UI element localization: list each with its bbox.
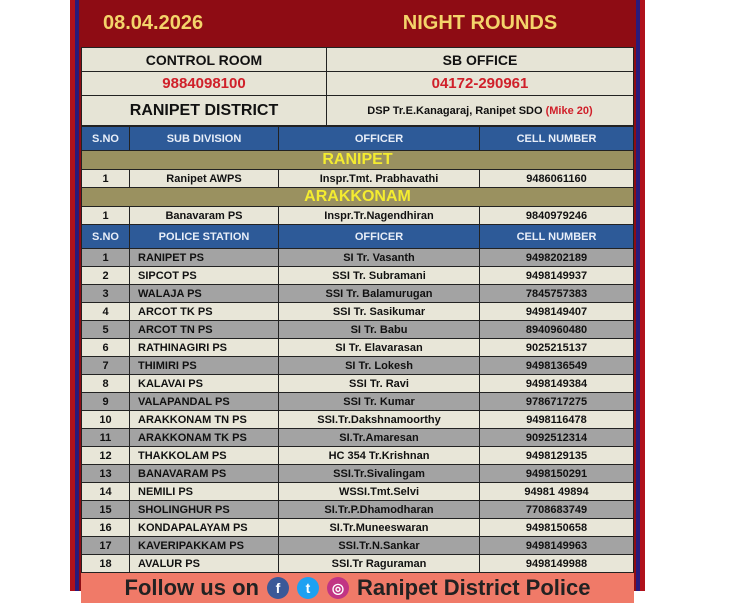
station: THIMIRI PS	[130, 357, 279, 375]
date: 08.04.2026	[103, 12, 204, 34]
sno: 8	[82, 375, 130, 393]
cell-number: 9092512314	[480, 429, 634, 447]
table-row	[82, 411, 634, 429]
sno: 16	[82, 519, 130, 537]
dsp-name: DSP Tr.E.Kanagaraj, Ranipet SDO	[367, 104, 543, 117]
officer: Inspr.Tmt. Prabhavathi	[279, 170, 480, 188]
dsp-info	[327, 96, 634, 126]
table-row	[82, 207, 634, 225]
officer: SI.Tr.P.Dhamodharan	[279, 501, 480, 519]
officer: SSI Tr. Sasikumar	[279, 303, 480, 321]
station: ARCOT TK PS	[130, 303, 279, 321]
table-row	[82, 375, 634, 393]
sno: 13	[82, 465, 130, 483]
station-header	[82, 225, 634, 249]
sno: 6	[82, 339, 130, 357]
officer: SI Tr. Elavarasan	[279, 339, 480, 357]
col-cell: CELL NUMBER	[480, 127, 634, 151]
col-sno: S.NO	[82, 127, 130, 151]
station: KALAVAI PS	[130, 375, 279, 393]
station: RATHINAGIRI PS	[130, 339, 279, 357]
officer: SSI Tr. Ravi	[279, 375, 480, 393]
sno: 12	[82, 447, 130, 465]
table-row	[82, 357, 634, 375]
cell-number: 9498149937	[480, 267, 634, 285]
officer: SSI Tr. Subramani	[279, 267, 480, 285]
officer: Inspr.Tr.Nagendhiran	[279, 207, 480, 225]
col-sno: S.NO	[82, 225, 130, 249]
cell-number: 9498116478	[480, 411, 634, 429]
station: ARCOT TN PS	[130, 321, 279, 339]
station: SIPCOT PS	[130, 267, 279, 285]
sno: 1	[82, 207, 130, 225]
cell-number: 94981 49894	[480, 483, 634, 501]
station: VALAPANDAL PS	[130, 393, 279, 411]
officer: SI Tr. Babu	[279, 321, 480, 339]
station: RANIPET PS	[130, 249, 279, 267]
sno: 1	[82, 170, 130, 188]
table-row	[82, 537, 634, 555]
cell-number: 9498149384	[480, 375, 634, 393]
table-row	[82, 393, 634, 411]
station: AVALUR PS	[130, 555, 279, 573]
facebook-icon[interactable]: f	[267, 577, 289, 599]
officer: SSI Tr. Balamurugan	[279, 285, 480, 303]
table-row	[82, 321, 634, 339]
station: THAKKOLAM PS	[130, 447, 279, 465]
rounds-table	[81, 126, 634, 573]
table-row	[82, 303, 634, 321]
cell-number: 9498150658	[480, 519, 634, 537]
sno: 17	[82, 537, 130, 555]
col-officer: OFFICER	[279, 225, 480, 249]
sno: 15	[82, 501, 130, 519]
sno: 1	[82, 249, 130, 267]
sno: 11	[82, 429, 130, 447]
col-officer: OFFICER	[279, 127, 480, 151]
unit: Ranipet AWPS	[130, 170, 279, 188]
cell-number: 9840979246	[480, 207, 634, 225]
twitter-icon[interactable]: t	[297, 577, 319, 599]
cell-number: 9498202189	[480, 249, 634, 267]
cell-number: 9498149963	[480, 537, 634, 555]
officer: SSI.Tr.Sivalingam	[279, 465, 480, 483]
officer: SI.Tr.Muneeswaran	[279, 519, 480, 537]
unit: Banavaram PS	[130, 207, 279, 225]
cell-number: 8940960480	[480, 321, 634, 339]
poster-title: NIGHT ROUNDS	[402, 12, 558, 34]
control-room-number: 9884098100	[82, 72, 327, 96]
table-row	[82, 267, 634, 285]
cell-number: 7708683749	[480, 501, 634, 519]
station: SHOLINGHUR PS	[130, 501, 279, 519]
officer: SSI Tr. Kumar	[279, 393, 480, 411]
control-room-label: CONTROL ROOM	[82, 48, 327, 72]
instagram-icon[interactable]: ◎	[327, 577, 349, 599]
cell-number: 9498136549	[480, 357, 634, 375]
sno: 2	[82, 267, 130, 285]
officer: WSSI.Tmt.Selvi	[279, 483, 480, 501]
sub-division-band	[82, 151, 634, 170]
officer: SSI.Tr.Dakshnamoorthy	[279, 411, 480, 429]
officer: HC 354 Tr.Krishnan	[279, 447, 480, 465]
night-rounds-poster	[70, 0, 645, 600]
follow-text: Follow us on	[124, 575, 259, 600]
cell-number: 7845757383	[480, 285, 634, 303]
sno: 18	[82, 555, 130, 573]
table-row	[82, 447, 634, 465]
table-row	[82, 465, 634, 483]
table-row	[82, 249, 634, 267]
station: BANAVARAM PS	[130, 465, 279, 483]
footer	[81, 573, 634, 603]
cell-number: 9486061160	[480, 170, 634, 188]
district-name: RANIPET DISTRICT	[82, 96, 327, 126]
officer: SI Tr. Lokesh	[279, 357, 480, 375]
table-row	[82, 501, 634, 519]
table-row	[82, 170, 634, 188]
sno: 7	[82, 357, 130, 375]
station: KONDAPALAYAM PS	[130, 519, 279, 537]
station: NEMILI PS	[130, 483, 279, 501]
sno: 14	[82, 483, 130, 501]
station: ARAKKONAM TK PS	[130, 429, 279, 447]
cell-number: 9498129135	[480, 447, 634, 465]
sub-division-name: RANIPET	[82, 151, 634, 170]
contacts-table	[81, 47, 634, 126]
sb-office-number: 04172-290961	[327, 72, 634, 96]
dsp-call-sign: (Mike 20)	[545, 104, 593, 117]
cell-number: 9786717275	[480, 393, 634, 411]
officer: SSI.Tr.N.Sankar	[279, 537, 480, 555]
station: WALAJA PS	[130, 285, 279, 303]
sub-division-band	[82, 188, 634, 207]
sb-office-label: SB OFFICE	[327, 48, 634, 72]
sno: 10	[82, 411, 130, 429]
sno: 5	[82, 321, 130, 339]
poster-header	[81, 0, 634, 47]
cell-number: 9498149988	[480, 555, 634, 573]
col-sub-division: SUB DIVISION	[130, 127, 279, 151]
cell-number: 9498149407	[480, 303, 634, 321]
sno: 9	[82, 393, 130, 411]
officer: SI Tr. Vasanth	[279, 249, 480, 267]
sno: 3	[82, 285, 130, 303]
cell-number: 9498150291	[480, 465, 634, 483]
col-cell: CELL NUMBER	[480, 225, 634, 249]
cell-number: 9025215137	[480, 339, 634, 357]
table-row	[82, 339, 634, 357]
officer: SSI.Tr Raguraman	[279, 555, 480, 573]
table-row	[82, 429, 634, 447]
officer: SI.Tr.Amaresan	[279, 429, 480, 447]
col-station: POLICE STATION	[130, 225, 279, 249]
table-row	[82, 483, 634, 501]
table-row	[82, 285, 634, 303]
sub-division-header	[82, 127, 634, 151]
table-row	[82, 555, 634, 573]
sub-division-name: ARAKKONAM	[82, 188, 634, 207]
sno: 4	[82, 303, 130, 321]
station: KAVERIPAKKAM PS	[130, 537, 279, 555]
station: ARAKKONAM TN PS	[130, 411, 279, 429]
page-handle: Ranipet District Police	[356, 575, 591, 600]
table-row	[82, 519, 634, 537]
